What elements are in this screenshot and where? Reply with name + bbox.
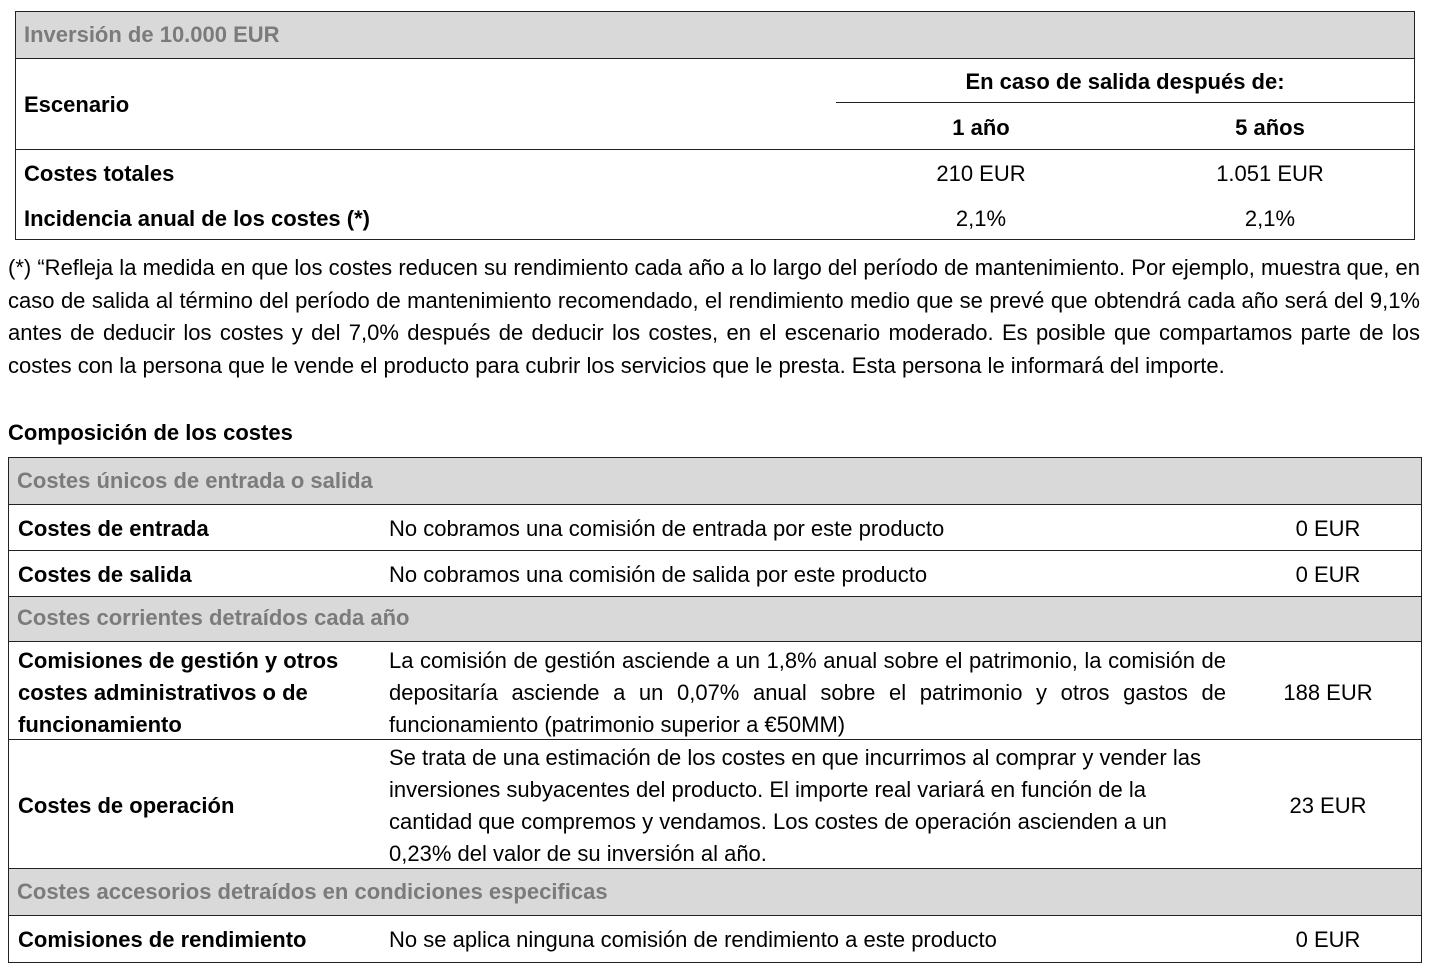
total-costs-1-year: 210 EUR bbox=[936, 161, 1026, 186]
row-label-transaction-costs: Costes de operación bbox=[18, 793, 235, 818]
entry-costs-amount: 0 EUR bbox=[1295, 516, 1361, 541]
row-label-performance-fees: Comisiones de rendimiento bbox=[18, 927, 307, 952]
row-label-exit-costs: Costes de salida bbox=[18, 562, 192, 587]
row-label-annual-impact: Incidencia anual de los costes (*) bbox=[24, 206, 370, 231]
section-title: Costes accesorios detraídos en condiciones especificas bbox=[17, 879, 608, 904]
section-header-ongoing bbox=[9, 597, 1421, 641]
annual-impact-1-year: 2,1% bbox=[955, 206, 1007, 231]
divider bbox=[9, 739, 1421, 740]
section-header-one-off bbox=[9, 458, 1421, 504]
investment-cost-table bbox=[15, 11, 1415, 240]
transaction-costs-amount: 23 EUR bbox=[1289, 793, 1367, 818]
footnote-paragraph: (*) “Refleja la medida en que los costes reducen su rendimiento cada año a lo largo del período de mantenimiento. Por ejemplo, muestra que, en caso de salida al término del período de mantenimiento recomendado, el rendimiento medio que se prevé que obtendrá cada año será del 9,1% antes de deducir los costes y del 7,0% después de deducir los costes, en el escenario moderado. Es posible que compartamos parte de los costes con la persona que le vende el producto para cubrir los servicios que le presta. Esta persona le informará del importe. bbox=[8, 255, 1420, 378]
divider bbox=[836, 102, 1414, 103]
divider bbox=[9, 504, 1421, 505]
annual-impact-5-years: 2,1% bbox=[1244, 206, 1296, 231]
total-costs-5-years: 1.051 EUR bbox=[1216, 161, 1324, 186]
section-title: Costes únicos de entrada o salida bbox=[17, 468, 373, 493]
divider bbox=[9, 641, 1421, 642]
investment-table-title: Inversión de 10.000 EUR bbox=[24, 22, 280, 47]
exit-costs-amount: 0 EUR bbox=[1295, 562, 1361, 587]
exit-period-label: En caso de salida después de: bbox=[965, 69, 1285, 94]
row-label-total-costs: Costes totales bbox=[24, 161, 175, 186]
cost-composition-table bbox=[8, 457, 1422, 963]
transaction-costs-description: Se trata de una estimación de los costes en que incurrimos al comprar y vender las inversiones subyacentes del producto. El importe real variará en función de la cantidad que compremos y vendamos. Los costes de operación ascienden a un 0,23% del valor de su inversión al año. bbox=[389, 745, 1201, 866]
investment-table-header bbox=[16, 12, 1414, 59]
section-title: Costes corrientes detraídos cada año bbox=[17, 605, 410, 630]
section-header-incidental bbox=[9, 869, 1421, 915]
performance-fees-description: No se aplica ninguna comisión de rendimiento a este producto bbox=[389, 927, 997, 952]
entry-costs-description: No cobramos una comisión de entrada por este producto bbox=[389, 516, 945, 541]
exit-costs-description: No cobramos una comisión de salida por este producto bbox=[389, 562, 928, 587]
composition-title: Composición de los costes bbox=[8, 420, 293, 445]
divider bbox=[9, 915, 1421, 916]
divider bbox=[9, 550, 1421, 551]
column-1-year: 1 año bbox=[952, 115, 1010, 140]
management-fees-description: La comisión de gestión asciende a un 1,8% anual sobre el patrimonio, la comisión de depositaría asciende a un 0,07% anual sobre el patrimonio y otros gastos de funcionamiento (patrimonio superior a €50MM) bbox=[389, 648, 1226, 737]
row-label-management-fees: Comisiones de gestión y otros costes administrativos o de funcionamiento bbox=[18, 648, 339, 737]
column-5-years: 5 años bbox=[1235, 115, 1305, 140]
row-label-entry-costs: Costes de entrada bbox=[18, 516, 209, 541]
performance-fees-amount: 0 EUR bbox=[1295, 927, 1361, 952]
scenario-label: Escenario bbox=[24, 92, 130, 117]
divider bbox=[16, 149, 1414, 150]
management-fees-amount: 188 EUR bbox=[1283, 680, 1373, 705]
